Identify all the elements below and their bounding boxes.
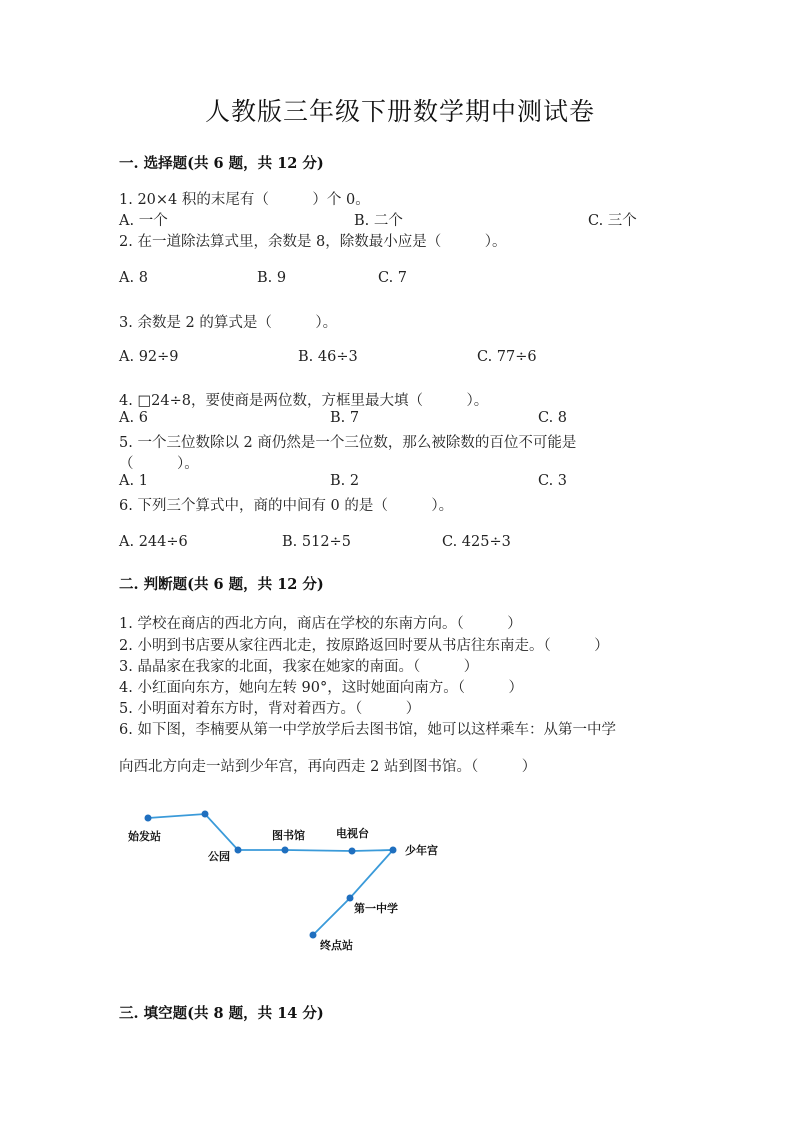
choice-q1-option-a: A. 一个 — [119, 213, 168, 229]
choice-q6-option-a: A. 244÷6 — [119, 534, 188, 550]
stop-tv-dot — [349, 848, 356, 855]
choice-q1-option-b: B. 二个 — [354, 213, 403, 229]
section-fill-heading: 三. 填空题(共 8 题，共 14 分) — [119, 1005, 324, 1022]
stop-park-dot — [235, 847, 242, 854]
choice-q5-stem: 5. 一个三位数除以 2 商仍然是一个三位数，那么被除数的百位不可能是 — [119, 435, 577, 451]
stop-bend-dot — [202, 811, 209, 818]
choice-q5-option-c: C. 3 — [538, 473, 568, 489]
stop-palace-dot — [390, 847, 397, 854]
label-park: 公园 — [208, 850, 230, 863]
judge-q5: 5. 小明面对着东方时，背对着西方。（ ） — [119, 701, 421, 717]
stop-end-dot — [310, 932, 317, 939]
choice-q1-option-c: C. 三个 — [588, 213, 637, 229]
label-start: 始发站 — [128, 830, 161, 843]
choice-q5-option-a: A. 1 — [119, 473, 148, 489]
choice-q5-option-b: B. 2 — [330, 473, 360, 489]
choice-q6-stem: 6. 下列三个算式中，商的中间有 0 的是（ ）。 — [119, 498, 454, 514]
choice-q4-option-c: C. 8 — [538, 410, 568, 426]
label-library: 图书馆 — [272, 829, 305, 842]
label-palace: 少年宫 — [405, 844, 438, 857]
choice-q2-stem: 2. 在一道除法算式里，余数是 8，除数最小应是（ ）。 — [119, 234, 507, 250]
judge-q6-line1: 6. 如下图，李楠要从第一中学放学后去图书馆，她可以这样乘车：从第一中学 — [119, 722, 616, 738]
choice-q3-option-a: A. 92÷9 — [119, 349, 179, 365]
judge-q4: 4. 小红面向东方，她向左转 90°，这时她面向南方。（ ） — [119, 680, 524, 696]
section-judge-heading: 二. 判断题(共 6 题，共 12 分) — [119, 576, 324, 593]
choice-q5-stem-cont: （ ）。 — [119, 456, 199, 472]
stop-school-dot — [347, 895, 354, 902]
choice-q2-option-c: C. 7 — [378, 270, 408, 286]
choice-q3-option-c: C. 77÷6 — [477, 349, 537, 365]
choice-q3-option-b: B. 46÷3 — [298, 349, 358, 365]
label-tv: 电视台 — [336, 827, 369, 840]
stop-start-dot — [145, 815, 152, 822]
choice-q4-option-a: A. 6 — [119, 410, 148, 426]
judge-q3: 3. 晶晶家在我家的北面，我家在她家的南面。（ ） — [119, 659, 479, 675]
page-title: 人教版三年级下册数学期中测试卷 — [204, 97, 595, 126]
label-end: 终点站 — [320, 939, 353, 952]
choice-q2-option-b: B. 9 — [257, 270, 287, 286]
bus-route-map — [110, 800, 470, 960]
choice-q2-option-a: A. 8 — [119, 270, 148, 286]
stop-library-dot — [282, 847, 289, 854]
choice-q6-option-b: B. 512÷5 — [282, 534, 351, 550]
choice-q6-option-c: C. 425÷3 — [442, 534, 511, 550]
choice-q1-stem: 1. 20×4 积的末尾有（ ）个 0。 — [119, 192, 370, 208]
judge-q6-line2: 向西北方向走一站到少年宫，再向西走 2 站到图书馆。（ ） — [119, 759, 537, 775]
choice-q4-stem: 4. □24÷8，要使商是两位数，方框里最大填（ ）。 — [119, 393, 489, 409]
label-school: 第一中学 — [354, 902, 398, 915]
choice-q4-option-b: B. 7 — [330, 410, 360, 426]
judge-q2: 2. 小明到书店要从家往西北走，按原路返回时要从书店往东南走。（ ） — [119, 638, 609, 654]
judge-q1: 1. 学校在商店的西北方向，商店在学校的东南方向。（ ） — [119, 616, 522, 632]
choice-q3-stem: 3. 余数是 2 的算式是（ ）。 — [119, 315, 338, 331]
section-choice-heading: 一. 选择题(共 6 题，共 12 分) — [119, 155, 324, 172]
